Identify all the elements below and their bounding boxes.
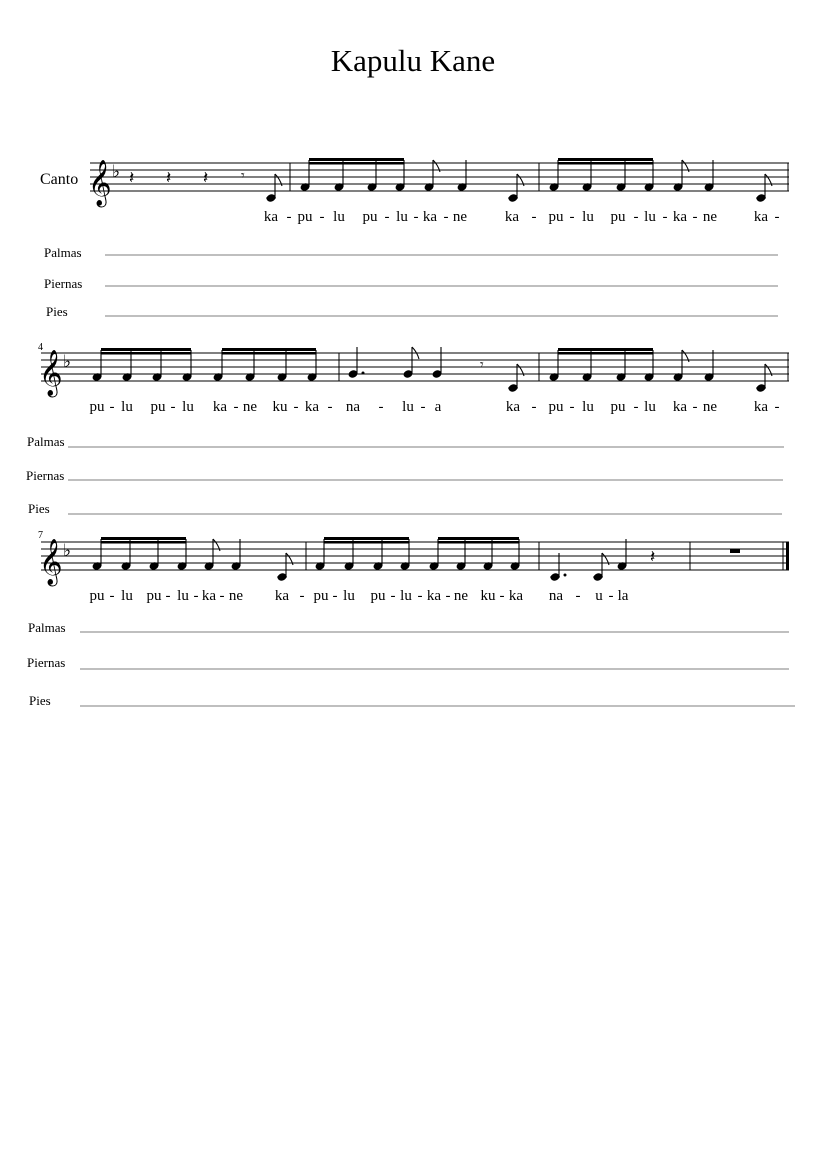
- svg-text:-: -: [378, 399, 384, 415]
- notes: [92, 537, 627, 581]
- svg-text:lu: lu: [396, 209, 408, 225]
- svg-text:lu: lu: [582, 209, 594, 225]
- svg-text:-: -: [219, 588, 225, 604]
- svg-text:pu: pu: [89, 399, 105, 415]
- svg-text:ku: ku: [480, 588, 496, 604]
- lyrics: [264, 209, 780, 225]
- flat-key-signature-icon: ♭: [63, 352, 72, 372]
- svg-text:𝄽: 𝄽: [166, 168, 172, 188]
- palmas-label: Palmas: [28, 620, 66, 635]
- svg-text:ne: ne: [702, 399, 718, 415]
- measure-number: 7: [38, 530, 43, 541]
- svg-text:lu: lu: [402, 399, 414, 415]
- svg-text:pu: pu: [313, 588, 329, 604]
- pies-label: Pies: [29, 693, 51, 708]
- svg-text:ka: ka: [263, 209, 279, 225]
- svg-text:-: -: [692, 399, 698, 415]
- svg-text:pu: pu: [146, 588, 162, 604]
- svg-text:lu: lu: [644, 399, 656, 415]
- svg-text:-: -: [165, 588, 171, 604]
- svg-text:-: -: [319, 209, 325, 225]
- svg-text:ka: ka: [672, 399, 688, 415]
- svg-text:-: -: [569, 399, 575, 415]
- svg-text:ka: ka: [753, 399, 769, 415]
- svg-text:-: -: [445, 588, 451, 604]
- svg-text:-: -: [531, 399, 537, 415]
- svg-text:𝄽: 𝄽: [129, 168, 135, 188]
- svg-text:na: na: [548, 588, 564, 604]
- svg-text:ka: ka: [304, 399, 320, 415]
- eighth-rest-icon: 𝄾: [480, 357, 484, 373]
- svg-text:𝄽: 𝄽: [203, 168, 209, 188]
- svg-text:ne: ne: [452, 209, 468, 225]
- svg-text:ne: ne: [453, 588, 469, 604]
- svg-text:a: a: [434, 399, 442, 415]
- staff-lines: [90, 163, 789, 191]
- svg-text:-: -: [633, 209, 639, 225]
- piernas-label: Piernas: [26, 468, 65, 483]
- svg-text:ka: ka: [753, 209, 769, 225]
- svg-text:ne: ne: [702, 209, 718, 225]
- svg-text:-: -: [774, 209, 780, 225]
- svg-text:-: -: [531, 209, 537, 225]
- svg-text:u: u: [595, 588, 603, 604]
- svg-text:ka: ka: [672, 209, 688, 225]
- svg-text:pu: pu: [370, 588, 386, 604]
- svg-text:ka: ka: [422, 209, 438, 225]
- svg-text:ka: ka: [505, 399, 521, 415]
- svg-text:lu: lu: [177, 588, 189, 604]
- notes: [92, 347, 772, 392]
- whole-rest-icon: [730, 549, 740, 553]
- system-3: [27, 530, 795, 708]
- piernas-label: Piernas: [44, 276, 83, 291]
- final-barline: [786, 542, 789, 570]
- notes: [266, 158, 772, 202]
- svg-text:-: -: [109, 588, 115, 604]
- svg-text:lu: lu: [182, 399, 194, 415]
- svg-text:ka: ka: [426, 588, 442, 604]
- svg-text:ka: ka: [508, 588, 524, 604]
- svg-text:ka: ka: [201, 588, 217, 604]
- treble-clef-icon: 𝄞: [39, 350, 63, 396]
- svg-text:-: -: [413, 209, 419, 225]
- svg-text:-: -: [633, 399, 639, 415]
- svg-text:pu: pu: [610, 399, 626, 415]
- svg-text:ka: ka: [504, 209, 520, 225]
- svg-text:lu: lu: [121, 399, 133, 415]
- svg-text:-: -: [170, 399, 176, 415]
- piernas-label: Piernas: [27, 655, 66, 670]
- lyrics: [90, 399, 780, 415]
- percussion-rows: [27, 620, 795, 708]
- quarter-rest-icon: 𝄽: [650, 547, 656, 567]
- svg-text:ne: ne: [242, 399, 258, 415]
- svg-text:lu: lu: [582, 399, 594, 415]
- percussion-rows: [44, 245, 778, 319]
- pies-label: Pies: [46, 304, 68, 319]
- svg-text:pu: pu: [362, 209, 378, 225]
- system-2: [26, 342, 789, 516]
- svg-text:-: -: [499, 588, 505, 604]
- svg-text:lu: lu: [121, 588, 133, 604]
- svg-text:na: na: [345, 399, 361, 415]
- svg-text:-: -: [774, 399, 780, 415]
- svg-text:-: -: [233, 399, 239, 415]
- svg-text:la: la: [617, 588, 629, 604]
- svg-text:-: -: [692, 209, 698, 225]
- treble-clef-icon: 𝄞: [88, 160, 112, 206]
- instrument-label: Canto: [40, 171, 79, 188]
- svg-text:pu: pu: [150, 399, 166, 415]
- svg-text:pu: pu: [548, 399, 564, 415]
- svg-text:-: -: [569, 209, 575, 225]
- svg-text:lu: lu: [400, 588, 412, 604]
- percussion-rows: [26, 434, 784, 516]
- svg-text:-: -: [332, 588, 338, 604]
- flat-key-signature-icon: ♭: [63, 541, 72, 561]
- svg-text:-: -: [293, 399, 299, 415]
- svg-text:-: -: [417, 588, 423, 604]
- svg-text:pu: pu: [89, 588, 105, 604]
- svg-text:-: -: [384, 209, 390, 225]
- svg-text:-: -: [390, 588, 396, 604]
- score-title: Kapulu Kane: [330, 43, 496, 78]
- palmas-label: Palmas: [44, 245, 82, 260]
- svg-text:-: -: [109, 399, 115, 415]
- svg-text:-: -: [193, 588, 199, 604]
- flat-key-signature-icon: ♭: [112, 162, 121, 182]
- svg-text:-: -: [443, 209, 449, 225]
- svg-text:pu: pu: [548, 209, 564, 225]
- svg-text:ku: ku: [272, 399, 288, 415]
- svg-text:lu: lu: [343, 588, 355, 604]
- lyrics: [90, 588, 629, 604]
- svg-text:-: -: [286, 209, 292, 225]
- palmas-label: Palmas: [27, 434, 65, 449]
- measure-number: 4: [38, 342, 43, 353]
- pies-label: Pies: [28, 501, 50, 516]
- svg-text:-: -: [662, 209, 668, 225]
- svg-text:ka: ka: [212, 399, 228, 415]
- svg-text:pu: pu: [297, 209, 313, 225]
- svg-text:-: -: [299, 588, 305, 604]
- svg-text:-: -: [327, 399, 333, 415]
- svg-text:pu: pu: [610, 209, 626, 225]
- svg-text:-: -: [420, 399, 426, 415]
- svg-text:lu: lu: [644, 209, 656, 225]
- svg-text:ka: ka: [274, 588, 290, 604]
- system-1: [40, 158, 789, 319]
- treble-clef-icon: 𝄞: [39, 539, 63, 585]
- rests: [129, 168, 245, 188]
- svg-text:-: -: [608, 588, 614, 604]
- svg-text:-: -: [575, 588, 581, 604]
- svg-text:lu: lu: [333, 209, 345, 225]
- svg-text:ne: ne: [228, 588, 244, 604]
- svg-text:𝄾: 𝄾: [241, 168, 245, 184]
